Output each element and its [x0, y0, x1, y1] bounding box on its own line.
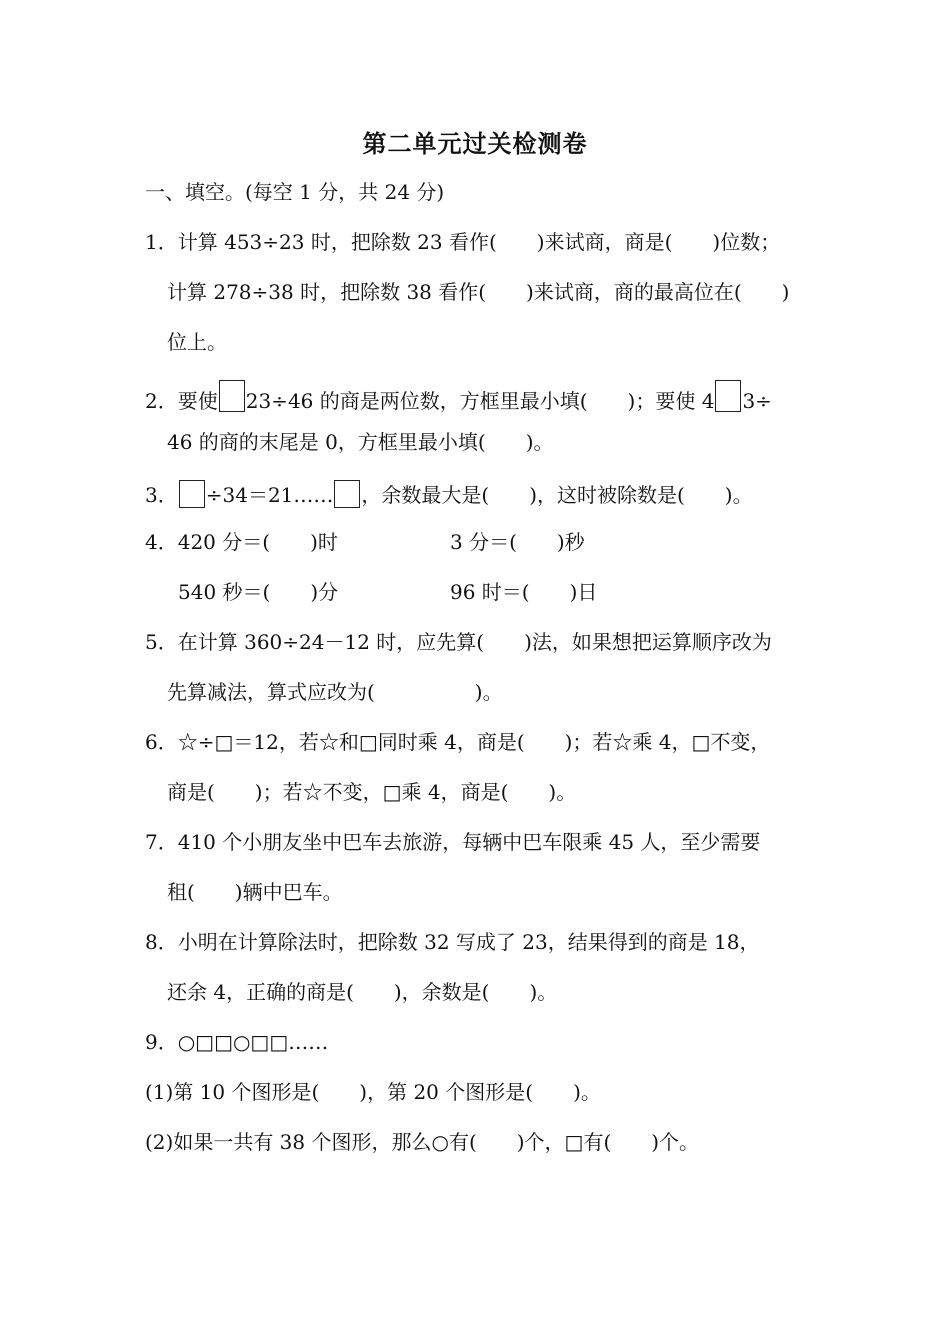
question-text: 小明在计算除法时，把除数 32 写成了 23，结果得到的商是 18，	[177, 930, 760, 954]
question-2-line-1	[145, 380, 772, 415]
question-8-line-1	[145, 928, 760, 956]
question-text: ，余数最大是( )，这时被除数是( )。	[361, 483, 753, 507]
question-5-line-1	[145, 628, 772, 656]
question-number: 9．	[145, 1030, 178, 1054]
question-text: 计算 453÷23 时，把除数 23 看作( )来试商，商是( )位数；	[177, 230, 781, 254]
question-5-line-2: 先算减法，算式应改为( )。	[167, 680, 503, 704]
question-3-line-1	[145, 480, 753, 509]
question-6-line-2: 商是( )；若☆不变，□乘 4，商是( )。	[167, 780, 577, 804]
question-number: 3．	[145, 483, 178, 507]
shape-pattern: ○□□○□□……	[177, 1030, 329, 1054]
conversion-c: 540 秒＝( )分	[178, 580, 339, 604]
question-9-part-2: (2)如果一共有 38 个图形，那么○有( )个，□有( )个。	[145, 1130, 700, 1154]
question-1-line-3: 位上。	[167, 330, 227, 354]
question-text: 23÷46 的商是两位数，方框里最小填( )；要使 4	[245, 389, 715, 413]
question-number: 6．	[145, 730, 178, 754]
question-6-line-1	[145, 728, 770, 756]
question-9-part-1: (1)第 10 个图形是( )，第 20 个图形是( )。	[145, 1080, 601, 1104]
page-title: 第二单元过关检测卷	[362, 130, 588, 158]
question-4-line-1	[145, 528, 805, 556]
question-number: 5．	[145, 630, 178, 654]
blank-box[interactable]	[179, 480, 205, 508]
question-number: 8．	[145, 930, 178, 954]
section-heading: 一、填空。(每空 1 分，共 24 分)	[145, 180, 445, 204]
conversion-d: 96 时＝( )日	[450, 580, 598, 604]
question-text: 410 个小朋友坐中巴车去旅游，每辆中巴车限乘 45 人，至少需要	[177, 830, 761, 854]
question-7-line-2: 租( )辆中巴车。	[167, 880, 343, 904]
question-number: 7．	[145, 830, 178, 854]
blank-box[interactable]	[715, 380, 741, 412]
question-text: 在计算 360÷24－12 时，应先算( )法，如果想把运算顺序改为	[177, 630, 772, 654]
question-7-line-1	[145, 828, 760, 856]
question-2-line-2: 46 的商的末尾是 0，方框里最小填( )。	[167, 430, 554, 454]
question-text: 3÷	[742, 389, 772, 413]
conversion-b: 3 分＝( )秒	[450, 530, 585, 554]
conversion-a: 420 分＝( )时	[177, 530, 338, 554]
question-1-line-1	[145, 228, 780, 256]
blank-box[interactable]	[219, 380, 245, 412]
question-8-line-2: 还余 4，正确的商是( )，余数是( )。	[167, 980, 558, 1004]
question-1-line-2: 计算 278÷38 时，把除数 38 看作( )来试商，商的最高位在( )	[167, 280, 790, 304]
question-number: 1．	[145, 230, 178, 254]
question-9-line-1	[145, 1028, 328, 1056]
question-text: 要使	[177, 389, 218, 413]
question-text: ☆÷□＝12，若☆和□同时乘 4，商是( )；若☆乘 4，□不变，	[177, 730, 771, 754]
blank-box[interactable]	[334, 480, 360, 508]
question-number: 2．	[145, 389, 178, 413]
question-text: ÷34＝21……	[205, 483, 334, 507]
question-number: 4．	[145, 530, 178, 554]
question-4-line-2	[178, 578, 798, 606]
